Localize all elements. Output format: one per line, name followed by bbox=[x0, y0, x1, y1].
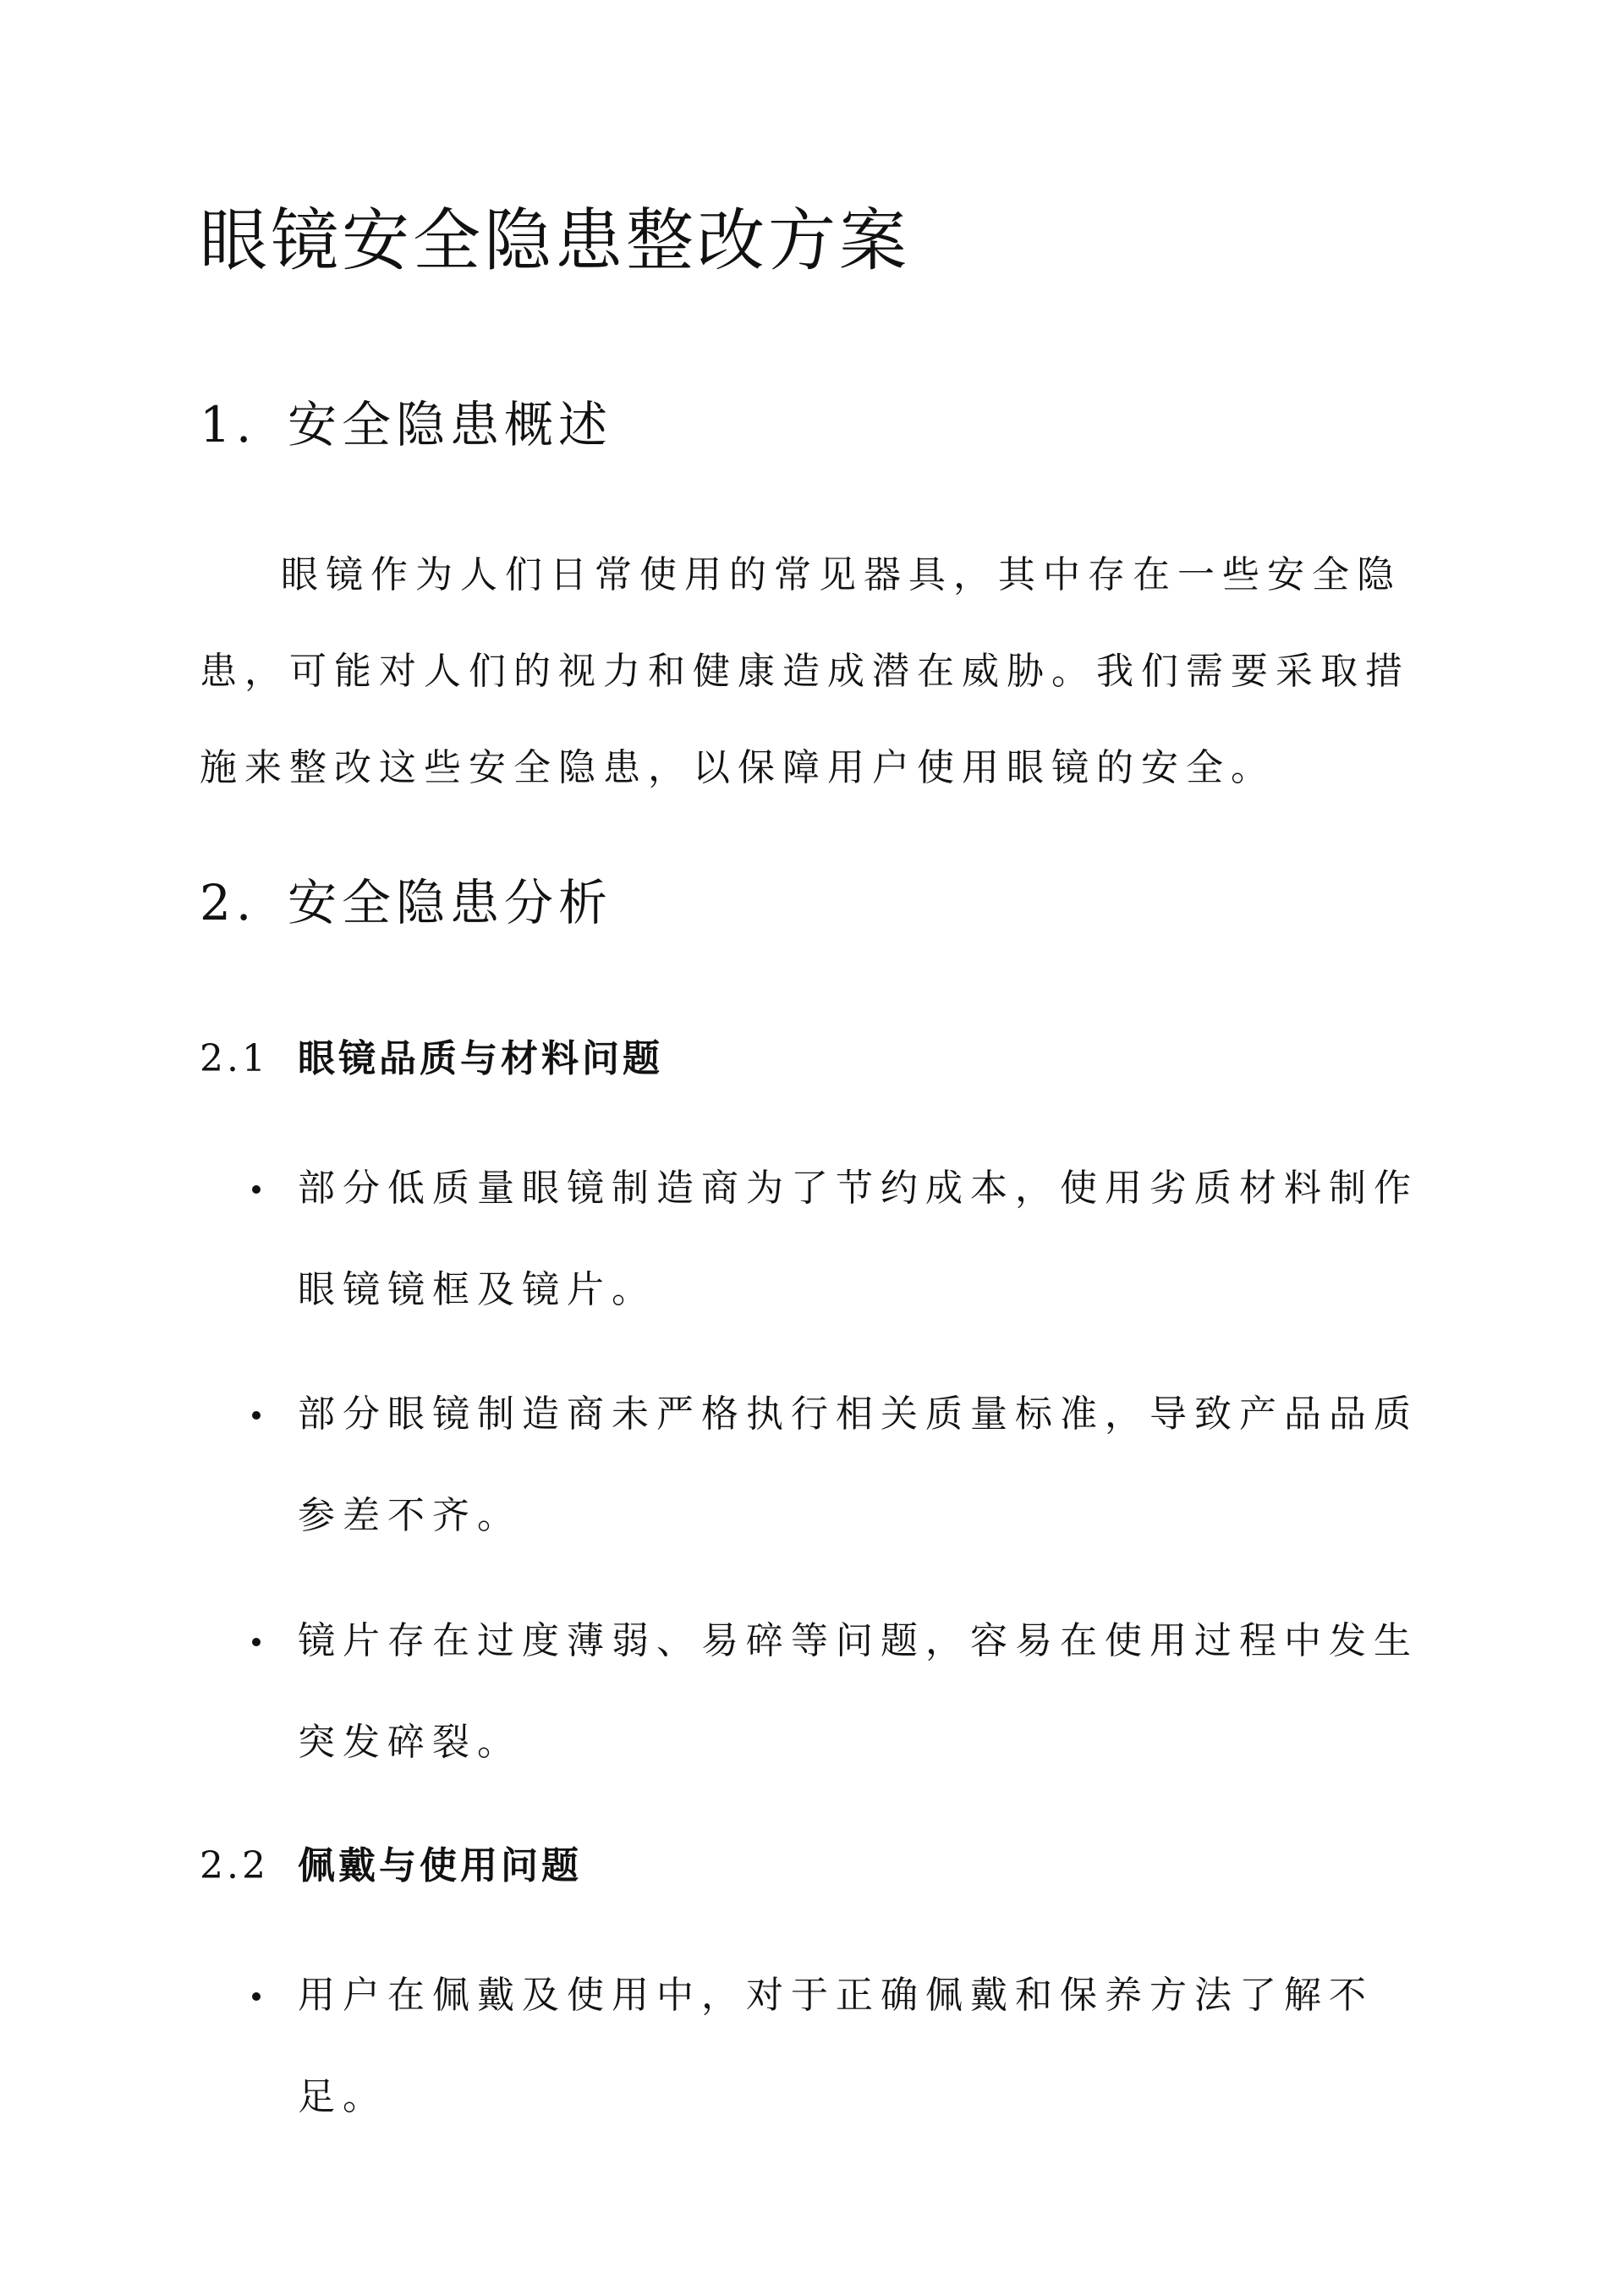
section-1-paragraph: 眼镜作为人们日常使用的常见器具，其中存在一些安全隐患，可能对人们的视力和健康造成潜在威胁。我们需要采取措施来整改这些安全隐患，以保障用户使用眼镜的安全。 bbox=[200, 553, 1410, 789]
subsection-number: 2.2 bbox=[200, 1844, 269, 1887]
bullet-dot-icon bbox=[252, 1411, 261, 1420]
section-title: 安全隐患分析 bbox=[288, 874, 613, 931]
section-1-heading bbox=[200, 391, 612, 459]
subsection-2-1-heading bbox=[200, 1034, 663, 1085]
list-item-text: 部分眼镜制造商未严格执行相关质量标准，导致产品品质参差不齐。 bbox=[298, 1392, 1418, 1537]
bullet-dot-icon bbox=[252, 1992, 261, 2001]
bullet-dot-icon bbox=[252, 1638, 261, 1646]
list-item-text: 用户在佩戴及使用中，对于正确佩戴和保养方法了解不足。 bbox=[298, 1974, 1374, 2118]
bullet-dot-icon bbox=[252, 1185, 261, 1194]
document-title: 眼镜安全隐患整改方案 bbox=[200, 201, 910, 280]
section-number: 2. bbox=[200, 874, 257, 931]
section-number: 1. bbox=[200, 396, 257, 453]
section-2-heading bbox=[200, 869, 612, 937]
list-item bbox=[200, 1138, 1451, 1341]
list-item bbox=[200, 1590, 1451, 1793]
list-item bbox=[200, 1364, 1451, 1567]
list-item-text: 部分低质量眼镜制造商为了节约成本，使用劣质材料制作眼镜镜框及镜片。 bbox=[298, 1167, 1418, 1311]
section-title: 安全隐患概述 bbox=[288, 396, 613, 453]
subsection-title: 眼镜品质与材料问题 bbox=[298, 1037, 663, 1080]
subsection-2-2-heading bbox=[200, 1841, 582, 1892]
list-item-text: 镜片存在过度薄弱、易碎等问题，容易在使用过程中发生突发碎裂。 bbox=[298, 1619, 1418, 1764]
list-item bbox=[200, 1945, 1451, 2148]
subsection-number: 2.1 bbox=[200, 1037, 269, 1080]
subsection-title: 佩戴与使用问题 bbox=[298, 1844, 582, 1887]
